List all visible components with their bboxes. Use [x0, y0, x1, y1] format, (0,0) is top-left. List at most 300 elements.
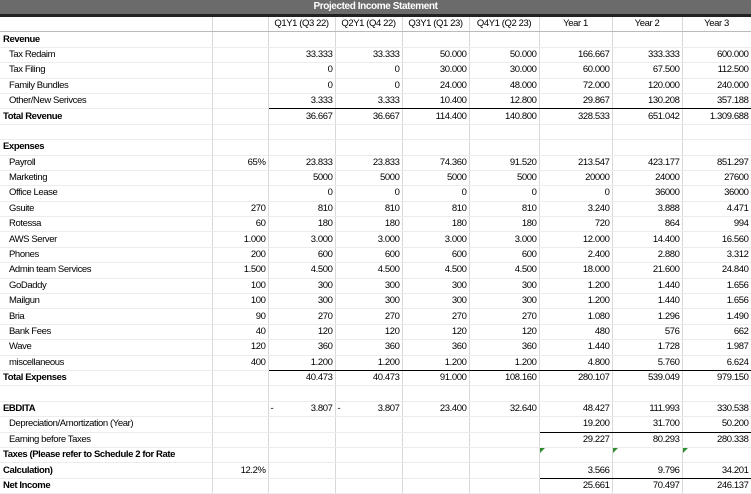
cell[interactable]: [268, 417, 335, 432]
value-cell[interactable]: 36000: [682, 186, 751, 201]
row-param[interactable]: 40: [212, 324, 268, 339]
line-item-row: [0, 309, 751, 324]
value-cell[interactable]: 166.667: [539, 47, 612, 62]
depreciation-value[interactable]: 50.200: [682, 417, 751, 432]
row-param[interactable]: [212, 78, 268, 93]
row-label[interactable]: Wave: [0, 340, 212, 355]
value-cell[interactable]: 16.560: [682, 232, 751, 247]
value-cell[interactable]: 30.000: [402, 63, 469, 78]
row-param[interactable]: 1.500: [212, 263, 268, 278]
value-cell[interactable]: 3.333: [335, 93, 402, 108]
value-cell[interactable]: 14.400: [612, 232, 682, 247]
line-item-row: [0, 247, 751, 262]
line-item-row: [0, 232, 751, 247]
cell[interactable]: [335, 447, 402, 462]
net-income-value[interactable]: 246.137: [682, 478, 751, 493]
header-row: [0, 17, 751, 32]
cell[interactable]: [212, 370, 268, 385]
value-cell[interactable]: 30.000: [469, 63, 539, 78]
total-value[interactable]: 979.150: [682, 370, 751, 385]
cell[interactable]: [682, 140, 751, 155]
value-cell[interactable]: 1.440: [612, 294, 682, 309]
value-cell[interactable]: 4.471: [682, 201, 751, 216]
taxes-cont-label[interactable]: Calculation): [0, 463, 212, 478]
ebdita-value[interactable]: [469, 401, 539, 416]
value-cell[interactable]: 300: [402, 278, 469, 293]
value-cell[interactable]: 662: [682, 324, 751, 339]
ebt-row: [0, 432, 751, 447]
value-cell[interactable]: 810: [335, 201, 402, 216]
cell[interactable]: [335, 463, 402, 478]
value-cell[interactable]: 120.000: [612, 78, 682, 93]
row-label[interactable]: GoDaddy: [0, 278, 212, 293]
cell[interactable]: [212, 386, 268, 401]
value-cell[interactable]: 4.500: [469, 263, 539, 278]
value-cell[interactable]: 423.177: [612, 155, 682, 170]
value-cell[interactable]: 851.297: [682, 155, 751, 170]
taxes-cont-value[interactable]: 3.566: [539, 463, 612, 478]
column-header[interactable]: Year 3: [682, 17, 751, 32]
cell[interactable]: [0, 124, 212, 139]
taxes-param[interactable]: [212, 447, 268, 462]
total-value[interactable]: 40.473: [335, 370, 402, 385]
value-cell[interactable]: 0: [335, 78, 402, 93]
cell[interactable]: [268, 32, 335, 47]
value-cell[interactable]: 0: [539, 186, 612, 201]
value-cell[interactable]: 112.500: [682, 63, 751, 78]
cell[interactable]: [268, 124, 335, 139]
section-heading-row: [0, 140, 751, 155]
cell[interactable]: [335, 478, 402, 493]
cell[interactable]: [402, 140, 469, 155]
value-cell[interactable]: 21.600: [612, 263, 682, 278]
cell[interactable]: [335, 386, 402, 401]
value-cell[interactable]: 720: [539, 217, 612, 232]
value-cell[interactable]: 3.000: [402, 232, 469, 247]
value-cell[interactable]: 600: [402, 247, 469, 262]
value-cell[interactable]: 5.760: [612, 355, 682, 370]
value-cell[interactable]: 0: [335, 186, 402, 201]
cell[interactable]: [402, 432, 469, 447]
row-label[interactable]: Bank Fees: [0, 324, 212, 339]
cell[interactable]: [212, 140, 268, 155]
cell[interactable]: [212, 109, 268, 124]
value-cell[interactable]: 1.656: [682, 278, 751, 293]
ebdita-value[interactable]: [539, 401, 612, 416]
ebdita-label[interactable]: EBDITA: [0, 401, 212, 416]
ebdita-value[interactable]: [335, 401, 402, 416]
row-label[interactable]: Phones: [0, 247, 212, 262]
row-param[interactable]: 200: [212, 247, 268, 262]
value-cell[interactable]: 300: [268, 294, 335, 309]
value-cell[interactable]: 27600: [682, 170, 751, 185]
total-value[interactable]: 1.309.688: [682, 109, 751, 124]
value-cell[interactable]: 1.490: [682, 309, 751, 324]
value-cell[interactable]: 0: [469, 186, 539, 201]
value-cell[interactable]: 0: [268, 63, 335, 78]
value-cell[interactable]: 1.200: [469, 355, 539, 370]
taxes-value[interactable]: [682, 447, 751, 462]
ebdita-value[interactable]: [612, 401, 682, 416]
row-param[interactable]: 100: [212, 278, 268, 293]
value-cell[interactable]: 120: [335, 324, 402, 339]
cell[interactable]: [469, 124, 539, 139]
total-value[interactable]: 40.473: [268, 370, 335, 385]
value-cell[interactable]: 3.000: [268, 232, 335, 247]
row-param[interactable]: 270: [212, 201, 268, 216]
cell[interactable]: [612, 32, 682, 47]
value-cell[interactable]: 360: [469, 340, 539, 355]
depreciation-label[interactable]: Depreciation/Amortization (Year): [0, 417, 212, 432]
value-cell[interactable]: 180: [268, 217, 335, 232]
cell[interactable]: [469, 140, 539, 155]
value-cell[interactable]: 3.888: [612, 201, 682, 216]
value-cell[interactable]: 576: [612, 324, 682, 339]
ebt-value[interactable]: 80.293: [612, 432, 682, 447]
total-value[interactable]: 280.107: [539, 370, 612, 385]
value-cell[interactable]: 0: [402, 186, 469, 201]
taxes-cont-value[interactable]: 34.201: [682, 463, 751, 478]
cell[interactable]: [469, 447, 539, 462]
value-cell[interactable]: 810: [469, 201, 539, 216]
value-cell[interactable]: 2.400: [539, 247, 612, 262]
value-cell[interactable]: 360: [402, 340, 469, 355]
row-param[interactable]: [212, 93, 268, 108]
value-cell[interactable]: 1.200: [539, 278, 612, 293]
value-cell[interactable]: 5000: [402, 170, 469, 185]
value-cell[interactable]: 3.333: [268, 93, 335, 108]
value-cell[interactable]: 1.296: [612, 309, 682, 324]
value-cell[interactable]: 600.000: [682, 47, 751, 62]
value-cell[interactable]: 4.800: [539, 355, 612, 370]
value-cell[interactable]: 600: [335, 247, 402, 262]
total-value[interactable]: 108.160: [469, 370, 539, 385]
cell[interactable]: [402, 478, 469, 493]
cell[interactable]: [402, 32, 469, 47]
value-cell[interactable]: 180: [469, 217, 539, 232]
column-header[interactable]: Q2Y1 (Q4 22): [335, 17, 402, 32]
depreciation-value[interactable]: 19.200: [539, 417, 612, 432]
total-value[interactable]: 140.800: [469, 109, 539, 124]
row-label[interactable]: AWS Server: [0, 232, 212, 247]
row-param[interactable]: 400: [212, 355, 268, 370]
total-label[interactable]: Total Revenue: [0, 109, 212, 124]
value-cell[interactable]: 20000: [539, 170, 612, 185]
row-label[interactable]: Rotessa: [0, 217, 212, 232]
value-cell[interactable]: 5000: [268, 170, 335, 185]
row-param[interactable]: 100: [212, 294, 268, 309]
value-cell[interactable]: 0: [268, 186, 335, 201]
ebdita-value[interactable]: [268, 401, 335, 416]
value-cell[interactable]: 864: [612, 217, 682, 232]
cell[interactable]: [268, 478, 335, 493]
row-param[interactable]: 120: [212, 340, 268, 355]
row-label[interactable]: Office Lease: [0, 186, 212, 201]
total-value[interactable]: 328.533: [539, 109, 612, 124]
value-cell[interactable]: 36000: [612, 186, 682, 201]
cell[interactable]: [539, 386, 612, 401]
value-cell[interactable]: 10.400: [402, 93, 469, 108]
value-cell[interactable]: 994: [682, 217, 751, 232]
cell[interactable]: [469, 478, 539, 493]
cell[interactable]: [469, 386, 539, 401]
cell[interactable]: [335, 140, 402, 155]
value-cell[interactable]: 810: [402, 201, 469, 216]
cell[interactable]: [612, 386, 682, 401]
taxes-cont-value[interactable]: 9.796: [612, 463, 682, 478]
column-header[interactable]: Year 2: [612, 17, 682, 32]
value-cell[interactable]: 12.800: [469, 93, 539, 108]
cell[interactable]: [682, 386, 751, 401]
value-cell[interactable]: 1.200: [268, 355, 335, 370]
section-heading[interactable]: Expenses: [0, 140, 212, 155]
ebdita-value[interactable]: [402, 401, 469, 416]
value-cell[interactable]: 120: [268, 324, 335, 339]
column-header[interactable]: Q3Y1 (Q1 23): [402, 17, 469, 32]
cell[interactable]: [335, 32, 402, 47]
value-cell[interactable]: 48.000: [469, 78, 539, 93]
value-cell[interactable]: 5000: [335, 170, 402, 185]
total-value[interactable]: 36.667: [335, 109, 402, 124]
blank-row: [0, 124, 751, 139]
value-cell[interactable]: 300: [268, 278, 335, 293]
cell[interactable]: [335, 432, 402, 447]
value-cell[interactable]: 240.000: [682, 78, 751, 93]
value-cell[interactable]: 270: [268, 309, 335, 324]
cell[interactable]: [212, 32, 268, 47]
total-value[interactable]: 651.042: [612, 109, 682, 124]
value-cell[interactable]: 270: [335, 309, 402, 324]
net-income-param[interactable]: [212, 478, 268, 493]
taxes-cont-row: [0, 463, 751, 478]
value-cell[interactable]: 360: [335, 340, 402, 355]
value-cell[interactable]: 1.728: [612, 340, 682, 355]
line-item-row: [0, 324, 751, 339]
value-cell[interactable]: 120: [469, 324, 539, 339]
cell[interactable]: [469, 432, 539, 447]
column-header[interactable]: Q4Y1 (Q2 23): [469, 17, 539, 32]
cell[interactable]: [335, 417, 402, 432]
net-income-label[interactable]: Net Income: [0, 478, 212, 493]
value-cell[interactable]: 810: [268, 201, 335, 216]
value-cell[interactable]: 600: [268, 247, 335, 262]
value-cell[interactable]: 50.000: [402, 47, 469, 62]
line-item-row: [0, 217, 751, 232]
line-item-row: [0, 93, 751, 108]
value-cell[interactable]: 33.333: [268, 47, 335, 62]
column-header[interactable]: Year 1: [539, 17, 612, 32]
value-cell[interactable]: 3.000: [469, 232, 539, 247]
value-cell[interactable]: 480: [539, 324, 612, 339]
cell[interactable]: [402, 417, 469, 432]
row-param[interactable]: 1.000: [212, 232, 268, 247]
cell[interactable]: [612, 140, 682, 155]
ebt-value[interactable]: 280.338: [682, 432, 751, 447]
value-cell[interactable]: 3.312: [682, 247, 751, 262]
row-label[interactable]: Mailgun: [0, 294, 212, 309]
value-cell[interactable]: 0: [268, 78, 335, 93]
value-cell[interactable]: 213.547: [539, 155, 612, 170]
value-cell[interactable]: 67.500: [612, 63, 682, 78]
value-cell[interactable]: 60.000: [539, 63, 612, 78]
row-param[interactable]: [212, 186, 268, 201]
value-cell[interactable]: 12.000: [539, 232, 612, 247]
value-cell[interactable]: 1.200: [402, 355, 469, 370]
cell[interactable]: [268, 432, 335, 447]
row-label[interactable]: Bria: [0, 309, 212, 324]
cell[interactable]: [212, 401, 268, 416]
cell[interactable]: [539, 140, 612, 155]
value-cell[interactable]: 1.200: [335, 355, 402, 370]
cell[interactable]: [268, 386, 335, 401]
cell[interactable]: [0, 386, 212, 401]
page-title: Projected Income Statement: [0, 0, 751, 14]
value-cell[interactable]: 23.833: [335, 155, 402, 170]
cell[interactable]: [402, 463, 469, 478]
value-cell[interactable]: 2.880: [612, 247, 682, 262]
row-param[interactable]: [212, 170, 268, 185]
net-income-value[interactable]: 70.497: [612, 478, 682, 493]
depreciation-value[interactable]: 31.700: [612, 417, 682, 432]
line-item-row: [0, 155, 751, 170]
value-cell[interactable]: 5000: [469, 170, 539, 185]
value-cell[interactable]: 50.000: [469, 47, 539, 62]
cell[interactable]: [469, 32, 539, 47]
cell[interactable]: [212, 124, 268, 139]
cell[interactable]: [612, 124, 682, 139]
value-cell[interactable]: 600: [469, 247, 539, 262]
value-cell[interactable]: 0: [335, 63, 402, 78]
cell[interactable]: [682, 124, 751, 139]
total-value[interactable]: 91.000: [402, 370, 469, 385]
row-param[interactable]: [212, 47, 268, 62]
value-cell[interactable]: 6.624: [682, 355, 751, 370]
row-label[interactable]: Tax Filing: [0, 63, 212, 78]
value-cell[interactable]: 4.500: [402, 263, 469, 278]
cell[interactable]: [469, 463, 539, 478]
ebdita-row: [0, 401, 751, 416]
value-cell[interactable]: 24000: [612, 170, 682, 185]
row-label[interactable]: Marketing: [0, 170, 212, 185]
total-label[interactable]: Total Expenses: [0, 370, 212, 385]
ebt-param[interactable]: [212, 432, 268, 447]
ebt-label[interactable]: Earning before Taxes: [0, 432, 212, 447]
cell[interactable]: [268, 140, 335, 155]
total-value[interactable]: 539.049: [612, 370, 682, 385]
cell[interactable]: [682, 32, 751, 47]
ebt-value[interactable]: 29.227: [539, 432, 612, 447]
value-cell[interactable]: 300: [469, 294, 539, 309]
total-row: [0, 109, 751, 124]
column-header[interactable]: Q1Y1 (Q3 22): [268, 17, 335, 32]
value-cell[interactable]: 130.208: [612, 93, 682, 108]
value-cell[interactable]: 1.656: [682, 294, 751, 309]
value-cell[interactable]: 333.333: [612, 47, 682, 62]
row-label[interactable]: Other/New Serivces: [0, 93, 212, 108]
line-item-row: [0, 294, 751, 309]
row-label[interactable]: Payroll: [0, 155, 212, 170]
value-cell[interactable]: 1.440: [539, 340, 612, 355]
value-cell[interactable]: 18.000: [539, 263, 612, 278]
value-cell[interactable]: 23.833: [268, 155, 335, 170]
value-cell[interactable]: 91.520: [469, 155, 539, 170]
value-cell[interactable]: 300: [469, 278, 539, 293]
ebdita-value[interactable]: [682, 401, 751, 416]
taxes-cont-param[interactable]: 12.2%: [212, 463, 268, 478]
row-param[interactable]: 90: [212, 309, 268, 324]
value-cell[interactable]: 300: [335, 278, 402, 293]
depreciation-param[interactable]: [212, 417, 268, 432]
net-income-value[interactable]: 25.661: [539, 478, 612, 493]
taxes-label[interactable]: Taxes (Please refer to Schedule 2 for Rate: [0, 447, 212, 462]
value-cell[interactable]: 270: [402, 309, 469, 324]
line-item-row: [0, 201, 751, 216]
cell[interactable]: [402, 447, 469, 462]
value-cell[interactable]: 1.440: [612, 278, 682, 293]
value-cell[interactable]: 24.840: [682, 263, 751, 278]
line-item-row: [0, 355, 751, 370]
taxes-value[interactable]: [612, 447, 682, 462]
value-cell[interactable]: 1.987: [682, 340, 751, 355]
value-cell[interactable]: 33.333: [335, 47, 402, 62]
total-value[interactable]: 36.667: [268, 109, 335, 124]
value-cell[interactable]: 180: [402, 217, 469, 232]
row-label[interactable]: Admin team Services: [0, 263, 212, 278]
taxes-value[interactable]: [539, 447, 612, 462]
cell[interactable]: [335, 124, 402, 139]
value-cell[interactable]: 360: [268, 340, 335, 355]
cell[interactable]: [539, 124, 612, 139]
value-cell[interactable]: 4.500: [335, 263, 402, 278]
cell[interactable]: [402, 386, 469, 401]
value-cell[interactable]: 120: [402, 324, 469, 339]
row-param[interactable]: 60: [212, 217, 268, 232]
value-cell[interactable]: 74.360: [402, 155, 469, 170]
value-cell[interactable]: 24.000: [402, 78, 469, 93]
value-cell[interactable]: 357.188: [682, 93, 751, 108]
line-item-row: [0, 63, 751, 78]
row-label[interactable]: Gsuite: [0, 201, 212, 216]
value-cell[interactable]: 300: [335, 294, 402, 309]
value-cell[interactable]: 300: [402, 294, 469, 309]
section-heading[interactable]: Revenue: [0, 32, 212, 47]
cell[interactable]: [539, 32, 612, 47]
value-cell[interactable]: 4.500: [268, 263, 335, 278]
value-cell[interactable]: 1.200: [539, 294, 612, 309]
line-item-row: [0, 186, 751, 201]
cell[interactable]: [268, 463, 335, 478]
value-cell[interactable]: 3.000: [335, 232, 402, 247]
cell[interactable]: [268, 447, 335, 462]
row-label[interactable]: miscellaneous: [0, 355, 212, 370]
value-cell[interactable]: 72.000: [539, 78, 612, 93]
row-param[interactable]: [212, 63, 268, 78]
value-cell[interactable]: 29.867: [539, 93, 612, 108]
value-cell[interactable]: 1.080: [539, 309, 612, 324]
total-value[interactable]: 114.400: [402, 109, 469, 124]
ebdita-amount: 48.427: [582, 402, 610, 414]
row-param[interactable]: 65%: [212, 155, 268, 170]
row-label[interactable]: Tax Redaim: [0, 47, 212, 62]
section-heading-row: [0, 32, 751, 47]
value-cell[interactable]: 3.240: [539, 201, 612, 216]
cell[interactable]: [469, 417, 539, 432]
cell[interactable]: [402, 124, 469, 139]
ebdita-amount: 330.538: [716, 402, 749, 414]
row-label[interactable]: Family Bundles: [0, 78, 212, 93]
value-cell[interactable]: 270: [469, 309, 539, 324]
value-cell[interactable]: 180: [335, 217, 402, 232]
